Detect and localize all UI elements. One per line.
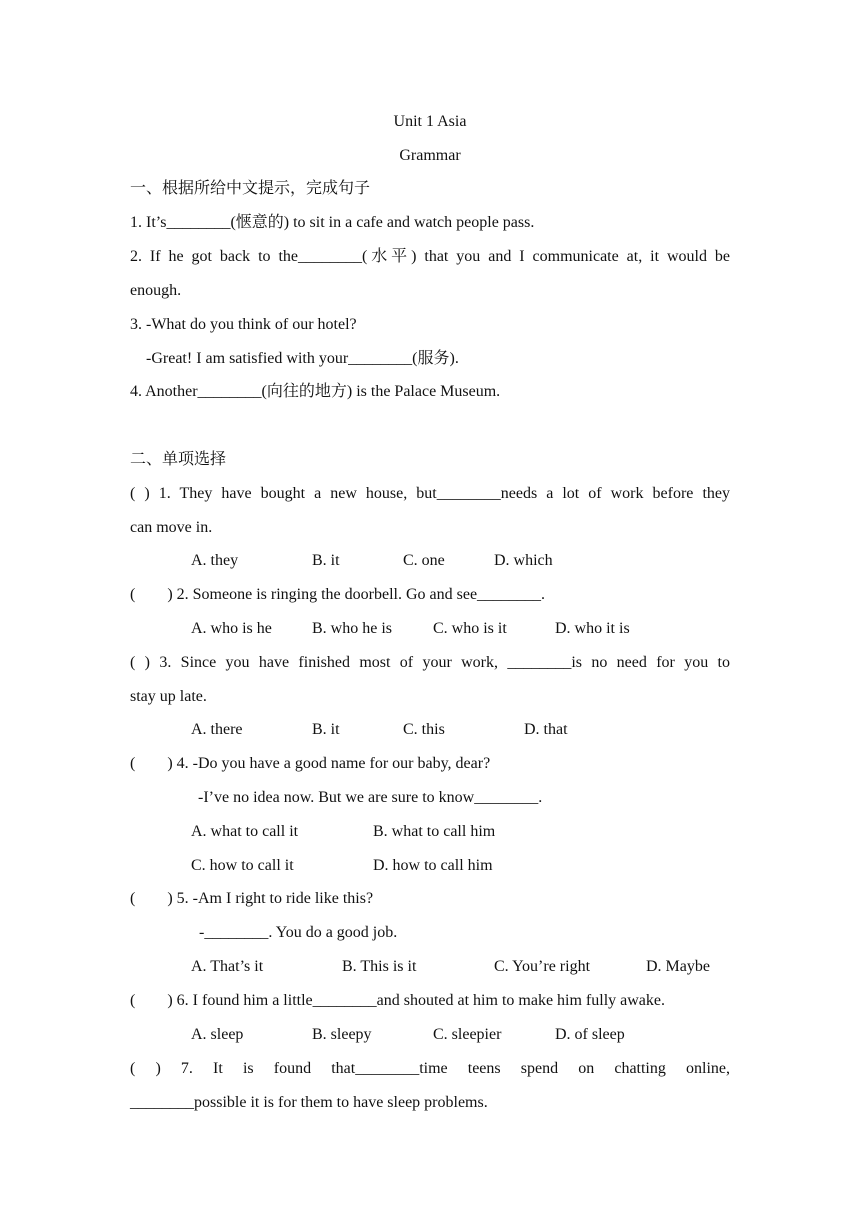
question-5-options [0, 957, 860, 977]
option-a: A. who is he [191, 620, 272, 637]
question-2-options [0, 619, 860, 639]
question-1-options [0, 551, 860, 571]
question-6-options [0, 1025, 860, 1045]
option-a: A. sleep [191, 1026, 244, 1043]
option-b: B. it [312, 552, 340, 569]
option-b: B. who he is [312, 620, 392, 637]
section2-heading: 二、单项选择 [130, 451, 227, 468]
question-3-cont: stay up late. [130, 688, 207, 705]
question-5-stem: ( ) 5. -Am I right to ride like this? [130, 890, 374, 907]
option-d: D. that [524, 721, 568, 738]
option-a: A. there [191, 721, 243, 738]
question-1-stem: ( ) 1. They have bought a new house, but________needs a lot of work before they [130, 485, 730, 502]
question-4-options-row1 [0, 822, 860, 842]
section1-item-2-cont: enough. [130, 282, 182, 299]
section1-item-1: 1. It’s________(惬意的) to sit in a cafe and watch people pass. [130, 214, 535, 231]
question-7-cont: ________possible it is for them to have sleep problems. [130, 1094, 488, 1111]
option-d: D. who it is [555, 620, 630, 637]
option-c: C. this [403, 721, 445, 738]
option-a: A. That’s it [191, 958, 264, 975]
option-c: C. You’re right [494, 958, 591, 975]
section1-item-3: 3. -What do you think of our hotel? [130, 316, 357, 333]
question-3-stem: ( ) 3. Since you have finished most of your work, ________is no need for you to [130, 654, 730, 671]
option-a: A. what to call it [191, 823, 299, 840]
option-b: B. what to call him [373, 823, 496, 840]
question-4-stem: ( ) 4. -Do you have a good name for our baby, dear? [130, 755, 491, 772]
question-7-stem: ( ) 7. It is found that________time teens spend on chatting online, [130, 1060, 730, 1077]
page-title: Unit 1 Asia [393, 113, 467, 130]
section1-item-3-answer: -Great! I am satisfied with your________(服务). [146, 350, 459, 367]
question-1-cont: can move in. [130, 519, 213, 536]
question-6-stem: ( ) 6. I found him a little________and shouted at him to make him fully awake. [130, 992, 666, 1009]
question-4-options-row2 [0, 856, 860, 876]
question-3-options [0, 720, 860, 740]
section1-heading: 一、根据所给中文提示，完成句子 [130, 180, 371, 197]
option-d: D. which [494, 552, 553, 569]
section1-item-4: 4. Another________(向往的地方) is the Palace Museum. [130, 383, 501, 400]
page-subtitle: Grammar [399, 147, 461, 164]
option-a: A. they [191, 552, 239, 569]
option-c: C. sleepier [433, 1026, 502, 1043]
option-d: D. how to call him [373, 857, 493, 874]
option-b: B. it [312, 721, 340, 738]
question-5-cont: -________. You do a good job. [199, 924, 398, 941]
option-d: D. of sleep [555, 1026, 625, 1043]
option-c: C. who is it [433, 620, 507, 637]
option-d: D. Maybe [646, 958, 710, 975]
question-2-stem: ( ) 2. Someone is ringing the doorbell. Go and see________. [130, 586, 546, 603]
question-4-cont: -I’ve no idea now. But we are sure to know________. [198, 789, 543, 806]
option-c: C. one [403, 552, 445, 569]
option-c: C. how to call it [191, 857, 294, 874]
option-b: B. sleepy [312, 1026, 372, 1043]
option-b: B. This is it [342, 958, 417, 975]
section1-item-2: 2. If he got back to the________(水平) that you and I communicate at, it would be [130, 248, 730, 265]
